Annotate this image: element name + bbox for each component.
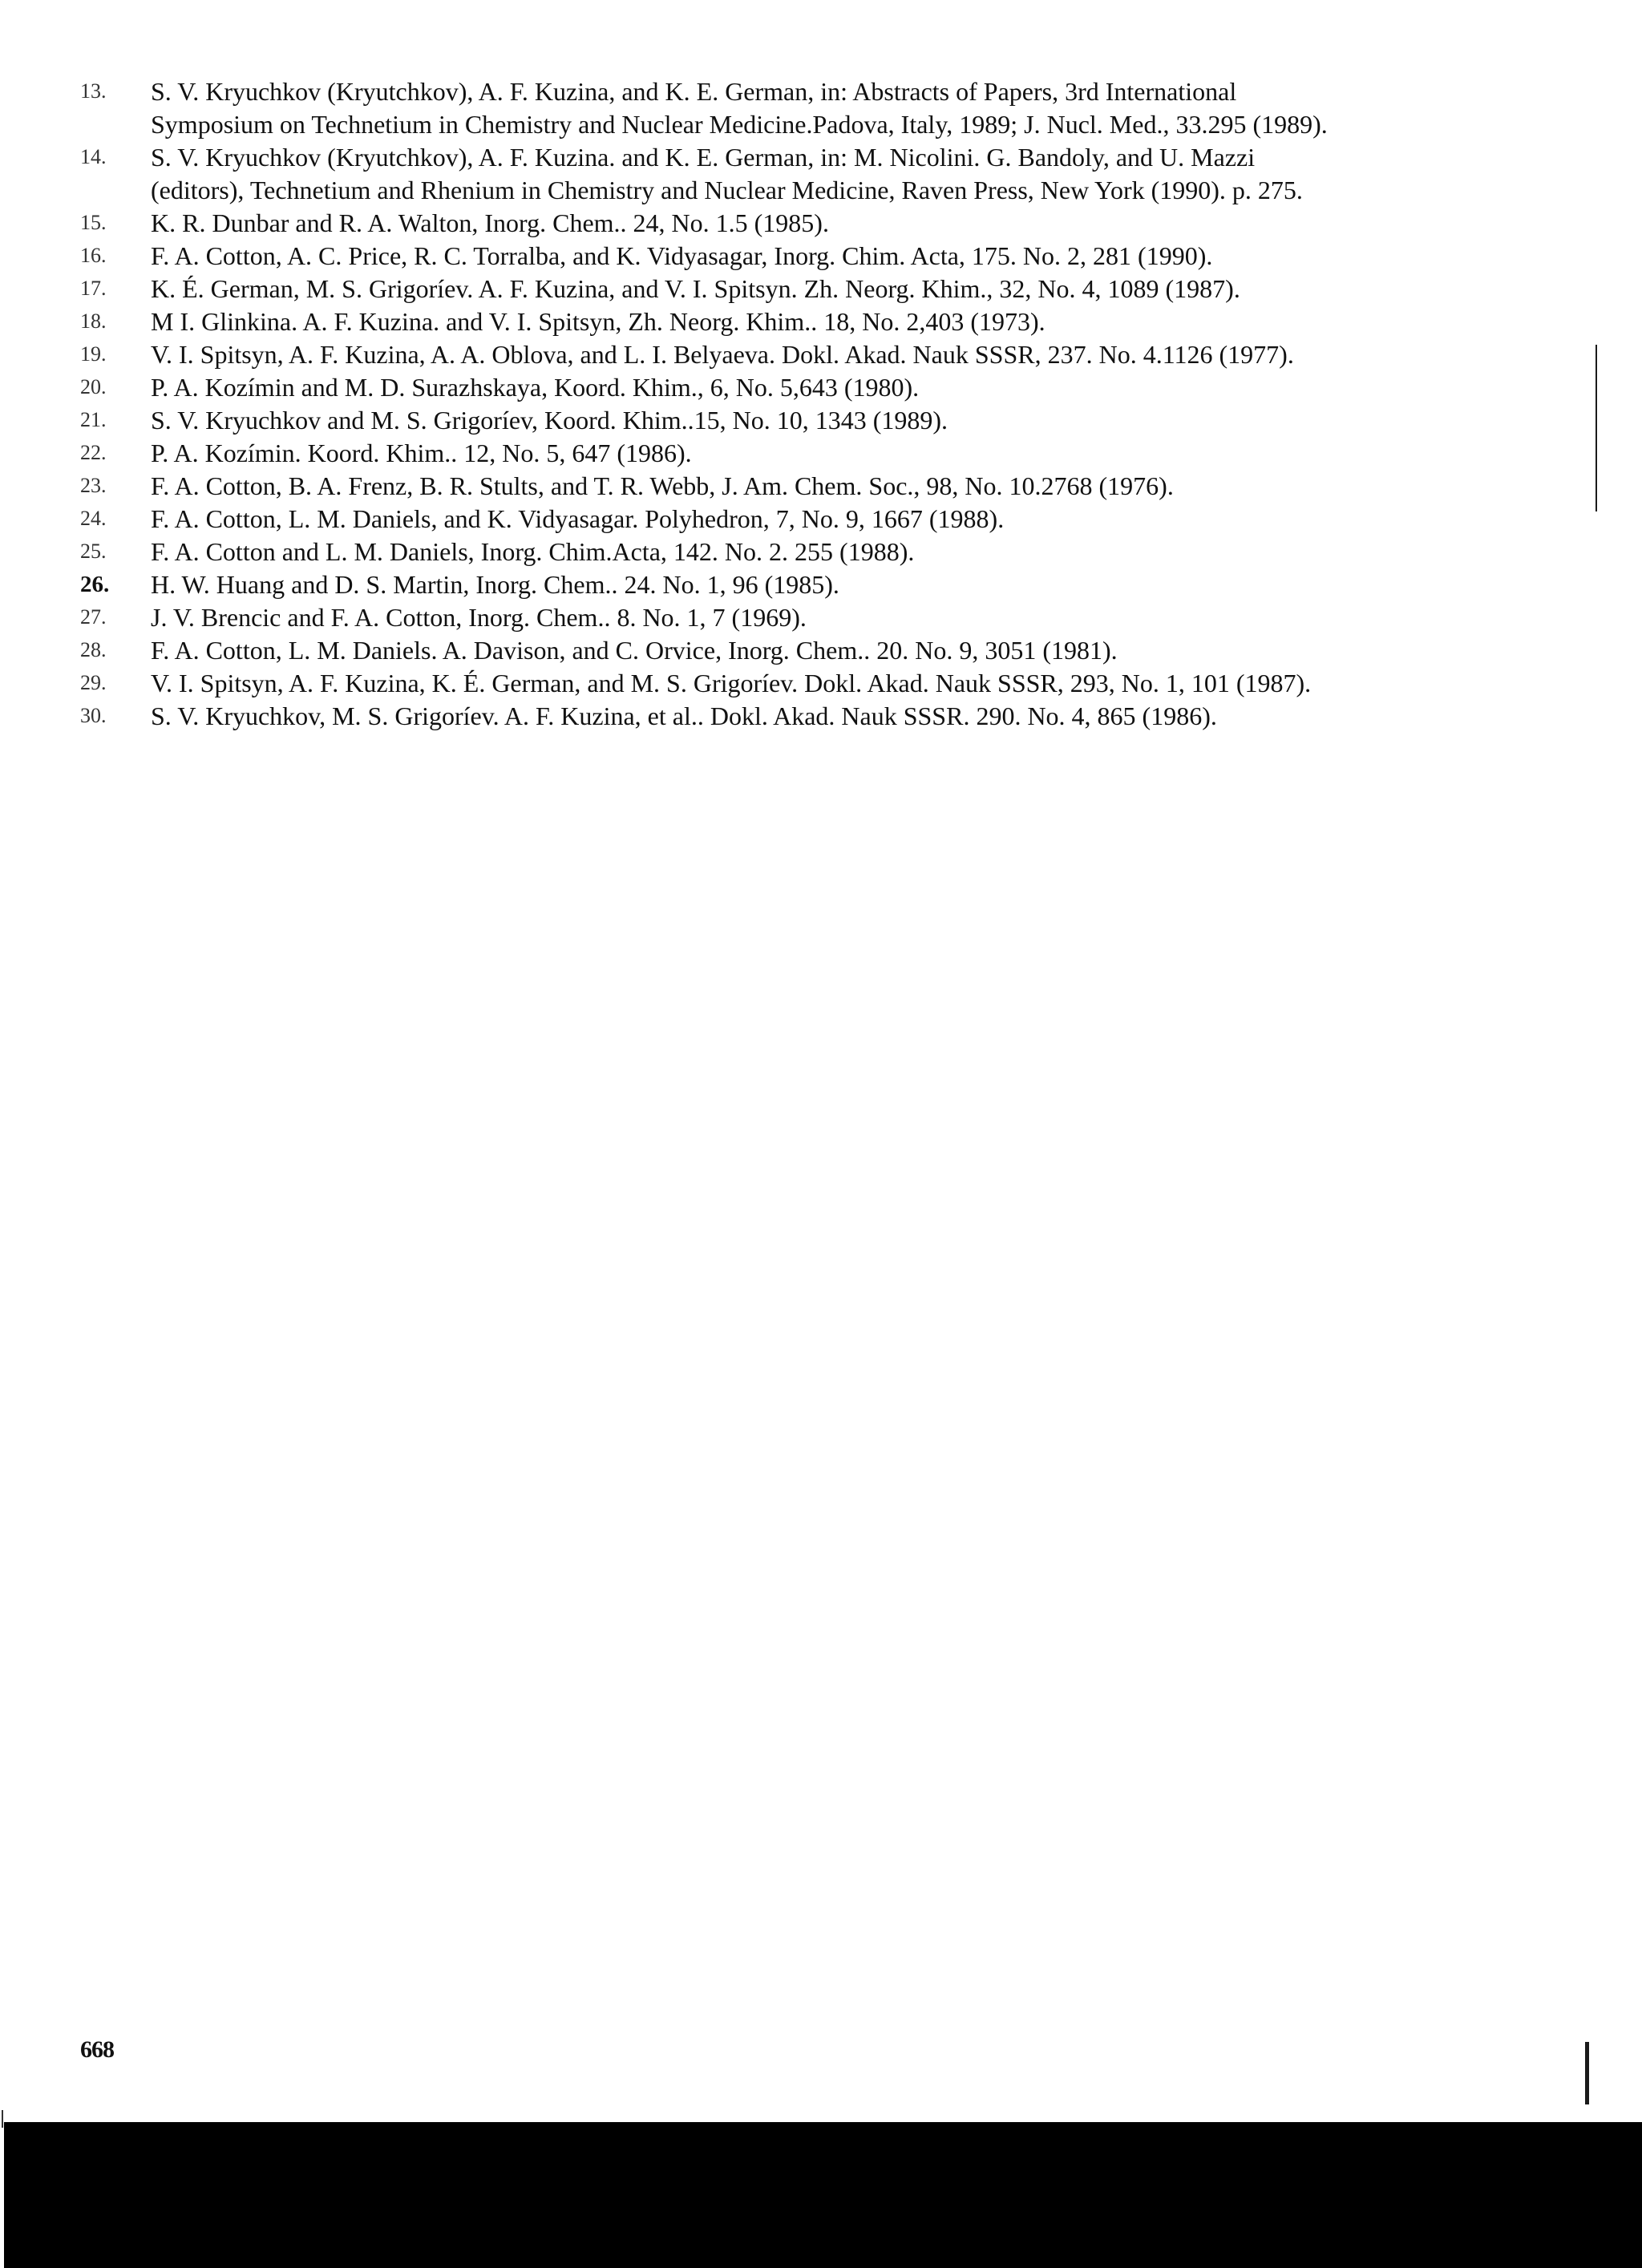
reference-line: F. A. Cotton, L. M. Daniels. A. Davison, and C. Orvice, Inorg. Chem.. 20. No. 9, 3051 (1981). [151,636,1118,665]
reference-item [80,568,1523,601]
reference-line: S. V. Kryuchkov, M. S. Grigoríev. A. F. Kuzina, et al.. Dokl. Akad. Nauk SSSR. 290. No. 4, 865 (1986). [151,701,1217,730]
reference-text [151,634,1523,667]
reference-number: 26. [80,572,110,597]
reference-line: M I. Glinkina. A. F. Kuzina. and V. I. Spitsyn, Zh. Neorg. Khim.. 18, No. 2,403 (1973). [151,307,1045,336]
reference-text [151,404,1523,437]
reference-item [80,470,1523,503]
reference-number: 28. [80,638,107,661]
reference-line: F. A. Cotton and L. M. Daniels, Inorg. Chim.Acta, 142. No. 2. 255 (1988). [151,537,915,566]
page-edge-mark [2,2110,3,2128]
reference-item [80,305,1523,338]
reference-list [80,75,1523,733]
reference-number: 23. [80,474,107,497]
reference-text [151,470,1523,503]
reference-number: 18. [80,309,107,333]
reference-line: Symposium on Technetium in Chemistry and Nuclear Medicine.Padova, Italy, 1989; J. Nucl. Med., 33.295 (1989). [151,110,1328,139]
reference-item [80,240,1523,273]
reference-number: 21. [80,408,107,431]
reference-line: S. V. Kryuchkov (Kryutchkov), A. F. Kuzina, and K. E. German, in: Abstracts of Papers, 3rd International [151,77,1237,106]
reference-line: V. I. Spitsyn, A. F. Kuzina, K. É. German, and M. S. Grigoríev. Dokl. Akad. Nauk SSSR, 293, No. 1, 101 (1987). [151,669,1312,697]
reference-text [151,75,1523,141]
reference-line: F. A. Cotton, L. M. Daniels, and K. Vidyasagar. Polyhedron, 7, No. 9, 1667 (1988). [151,504,1005,533]
reference-text [151,437,1523,470]
reference-item [80,601,1523,634]
margin-scan-mark [1595,345,1597,511]
reference-item [80,503,1523,536]
reference-number: 17. [80,277,107,300]
reference-number: 14. [80,145,107,168]
reference-text [151,536,1523,568]
reference-text [151,207,1523,240]
reference-line: S. V. Kryuchkov (Kryutchkov), A. F. Kuzina. and K. E. German, in: M. Nicolini. G. Bandoly, and U. Mazzi [151,143,1256,172]
reference-number: 22. [80,441,107,464]
reference-line: (editors), Technetium and Rhenium in Chemistry and Nuclear Medicine, Raven Press, New York (1990). p. 275. [151,176,1303,204]
reference-text [151,141,1523,207]
reference-item [80,207,1523,240]
reference-number: 15. [80,211,107,234]
reference-number: 20. [80,375,107,398]
reference-item [80,667,1523,700]
reference-item [80,536,1523,568]
reference-line: P. A. Kozímin and M. D. Surazhskaya, Koord. Khim., 6, No. 5,643 (1980). [151,373,920,402]
reference-text [151,338,1523,371]
reference-line: J. V. Brencic and F. A. Cotton, Inorg. Chem.. 8. No. 1, 7 (1969). [151,603,807,632]
reference-line: V. I. Spitsyn, A. F. Kuzina, A. A. Oblova, and L. I. Belyaeva. Dokl. Akad. Nauk SSSR, 237. No. 4.1126 (1977). [151,340,1294,369]
reference-item [80,273,1523,305]
reference-text [151,371,1523,404]
reference-line: K. R. Dunbar and R. A. Walton, Inorg. Chem.. 24, No. 1.5 (1985). [151,208,829,237]
reference-text [151,240,1523,273]
reference-text [151,503,1523,536]
scan-border-bar [4,2122,1642,2268]
reference-line: H. W. Huang and D. S. Martin, Inorg. Chem.. 24. No. 1, 96 (1985). [151,570,839,599]
reference-line: P. A. Kozímin. Koord. Khim.. 12, No. 5, 647 (1986). [151,439,692,467]
reference-number: 13. [80,79,107,103]
reference-number: 27. [80,605,107,629]
reference-item [80,338,1523,371]
reference-item [80,141,1523,207]
reference-item [80,700,1523,733]
reference-text [151,700,1523,733]
reference-number: 30. [80,704,107,727]
reference-text [151,667,1523,700]
reference-number: 29. [80,671,107,694]
reference-item [80,371,1523,404]
reference-text [151,305,1523,338]
reference-text [151,601,1523,634]
reference-line: K. É. German, M. S. Grigoríev. A. F. Kuzina, and V. I. Spitsyn. Zh. Neorg. Khim., 32, No. 4, 1089 (1987). [151,274,1240,303]
reference-number: 25. [80,540,107,563]
reference-item [80,634,1523,667]
page-number: 668 [80,2036,114,2063]
reference-line: F. A. Cotton, A. C. Price, R. C. Torralba, and K. Vidyasagar, Inorg. Chim. Acta, 175. No. 2, 281 (1990). [151,241,1213,270]
reference-line: S. V. Kryuchkov and M. S. Grigoríev, Koord. Khim..15, No. 10, 1343 (1989). [151,406,948,435]
reference-number: 16. [80,244,107,267]
reference-number: 19. [80,342,107,366]
reference-number: 24. [80,507,107,530]
reference-text [151,568,1523,601]
margin-scan-mark [1585,2042,1589,2104]
reference-item [80,404,1523,437]
reference-item [80,75,1523,141]
reference-item [80,437,1523,470]
reference-line: F. A. Cotton, B. A. Frenz, B. R. Stults, and T. R. Webb, J. Am. Chem. Soc., 98, No. 10.2768 (1976). [151,471,1174,500]
reference-text [151,273,1523,305]
